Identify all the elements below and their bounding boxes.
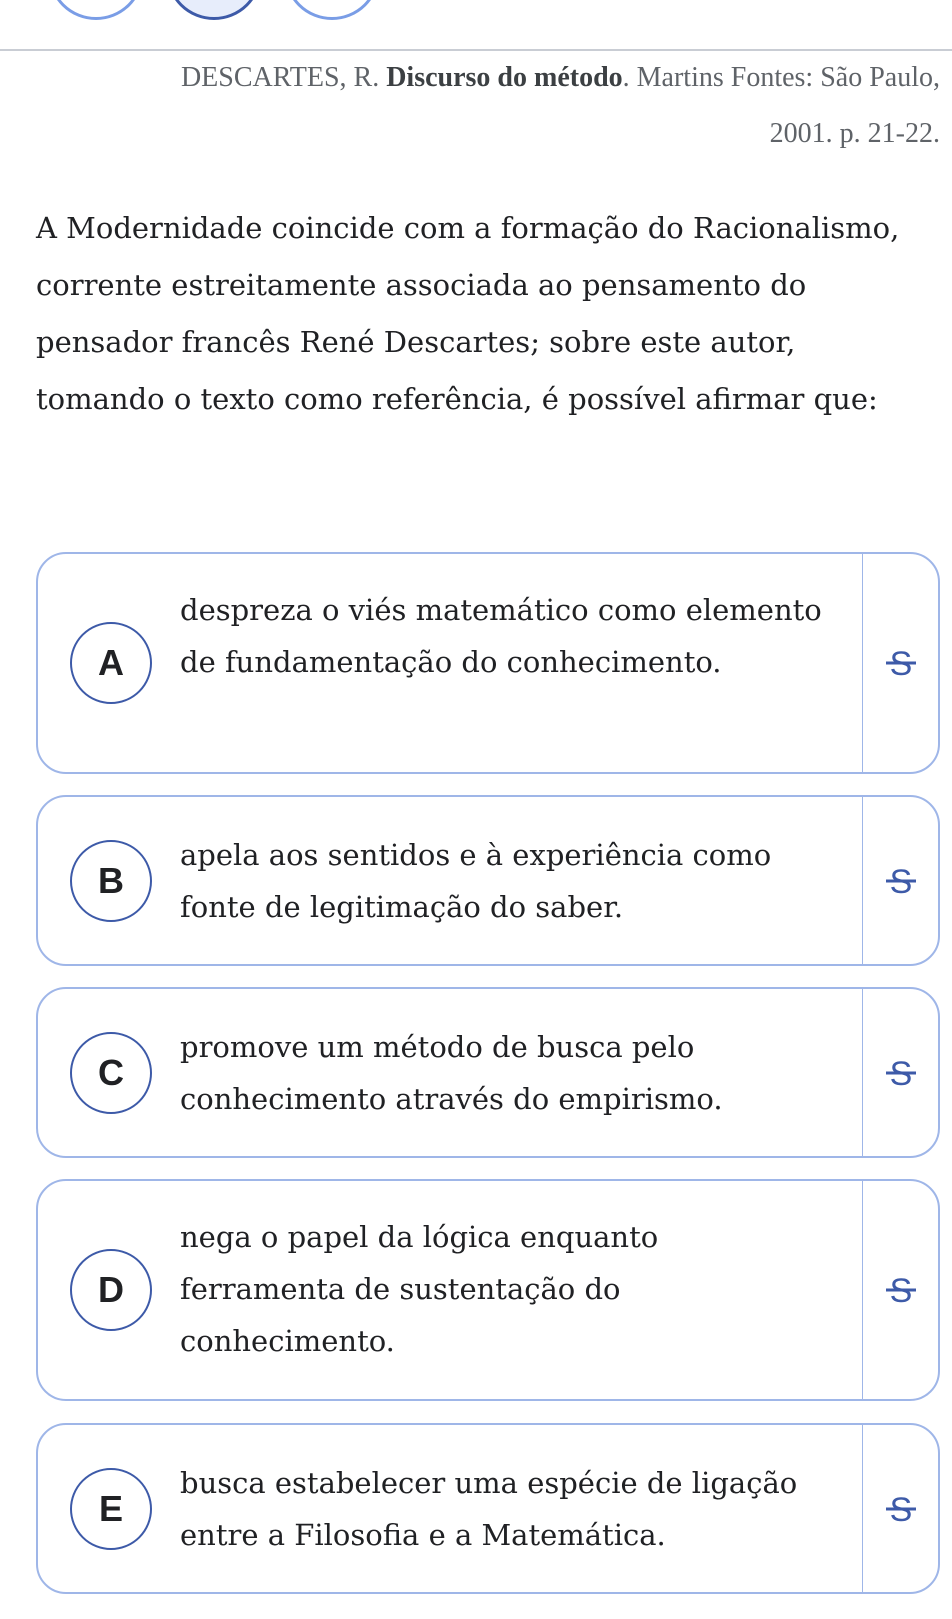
- reference-book-title: Discurso do método: [386, 62, 623, 93]
- svg-text:S: S: [889, 1490, 912, 1529]
- strikethrough-s-icon: [883, 1269, 919, 1311]
- reference-prefix: DESCARTES, R.: [180, 62, 387, 93]
- option-e[interactable]: [36, 1423, 940, 1594]
- strike-button-c[interactable]: [863, 989, 938, 1156]
- option-letter-d[interactable]: D: [70, 1249, 152, 1331]
- top-circle-right: [284, 0, 380, 20]
- svg-text:S: S: [889, 645, 912, 683]
- strike-button-d[interactable]: [863, 1181, 938, 1399]
- strikethrough-s-icon: [883, 1052, 919, 1094]
- strike-button-a[interactable]: [863, 554, 938, 772]
- strike-button-e[interactable]: [863, 1425, 938, 1592]
- option-a[interactable]: [36, 552, 940, 774]
- option-letter-c[interactable]: C: [70, 1032, 152, 1114]
- option-text-e[interactable]: busca estabelecer uma espécie de ligação entre a Filosofia e a Matemática.: [180, 1466, 798, 1552]
- option-letter-e[interactable]: E: [70, 1468, 152, 1550]
- option-text-c[interactable]: promove um método de busca pelo conhecimento através do empirismo.: [180, 1030, 723, 1116]
- option-text-a[interactable]: despreza o viés matemático como elemento de fundamentação do conhecimento.: [180, 593, 822, 679]
- option-letter-b[interactable]: B: [70, 840, 152, 922]
- option-letter-a[interactable]: A: [70, 622, 152, 704]
- svg-text:S: S: [889, 1054, 912, 1093]
- question-text: A Modernidade coincide com a formação do Racionalismo, corrente estreitamente associada ao pensamento do pensador francês René Descartes; sobre este autor, tomando o texto como referência, é possível afirmar que:: [36, 211, 900, 416]
- strikethrough-s-icon: [883, 642, 919, 684]
- previous-section-decoration: [0, 0, 952, 50]
- option-text-b[interactable]: apela aos sentidos e à experiência como fonte de legitimação do saber.: [180, 838, 772, 924]
- option-text-d[interactable]: nega o papel da lógica enquanto ferramenta de sustentação do conhecimento.: [180, 1220, 659, 1358]
- svg-text:S: S: [889, 862, 912, 901]
- option-d[interactable]: [36, 1179, 940, 1401]
- strikethrough-s-icon: [883, 1488, 919, 1530]
- top-circle-center: [166, 0, 262, 20]
- top-circle-left: [48, 0, 144, 20]
- strike-button-b[interactable]: [863, 797, 938, 964]
- source-reference: [180, 50, 940, 162]
- reference-suffix: . Martins Fontes: São Paulo, 2001. p. 21-22.: [622, 62, 940, 149]
- strikethrough-s-icon: [883, 860, 919, 902]
- svg-text:S: S: [889, 1272, 912, 1310]
- option-c[interactable]: [36, 987, 940, 1158]
- option-b[interactable]: [36, 795, 940, 966]
